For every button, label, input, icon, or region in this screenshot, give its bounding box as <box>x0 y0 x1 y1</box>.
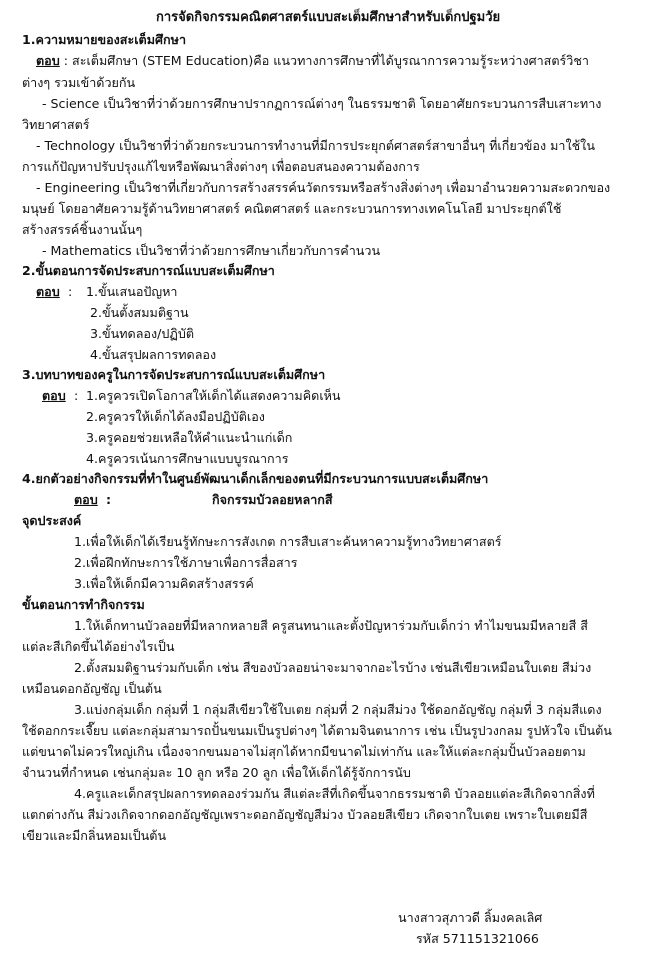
document-title: การจัดกิจกรรมคณิตศาสตร์แบบสะเต็มศึกษาสำหรับเด็กปฐมวัย <box>156 10 501 25</box>
list-item: 3.ครูคอยช่วยเหลือให้คำแนะนำแก่เด็ก <box>86 430 293 445</box>
list-item: 4.ครูควรเน้นการศึกษาแบบบูรณาการ <box>86 451 289 466</box>
section-2-heading: 2.ขั้นตอนการจัดประสบการณ์แบบสะเต็มศึกษา <box>22 263 275 278</box>
section-1-text: : สะเต็มศึกษา (STEM Education)คือ แนวทางการศึกษาที่ได้บูรณาการความรู้ระหว่างศาสตร์วิชา <box>63 53 589 68</box>
answer-colon: : <box>74 388 79 403</box>
engineering-text: มนุษย์ โดยอาศัยความรู้ด้านวิทยาศาสตร์ คณิตศาสตร์ และกระบวนการทางเทคโนโลยี มาประยุกต์ใช้ <box>22 201 562 216</box>
answer-label: ตอบ <box>36 53 60 68</box>
author-name: นางสาวสุภาวดี ลิ้มงคลเลิศ <box>398 910 543 925</box>
step-text: 2.ตั้งสมมติฐานร่วมกับเด็ก เช่น สีของบัวลอยน่าจะมาจากอะไรบ้าง เช่นสีเขียวเหมือนใบเตย สีม่วง <box>74 660 592 675</box>
answer-label: ตอบ <box>74 492 98 507</box>
section-1-line <box>36 53 589 69</box>
purpose-heading: จุดประสงค์ <box>22 513 82 528</box>
science-text: วิทยาศาสตร์ <box>22 117 90 132</box>
purpose-item: 1.เพื่อให้เด็กได้เรียนรู้ทักษะการสังเกต การสืบเสาะค้นหาความรู้ทางวิทยาศาสตร์ <box>74 534 502 549</box>
student-id: รหัส 571151321066 <box>416 931 539 946</box>
answer-colon: : <box>106 492 112 507</box>
engineering-text: - Engineering เป็นวิชาที่เกี่ยวกับการสร้างสรรค์นวัตกรรมหรือสร้างสิ่งต่างๆ เพื่อมาอำนวยความสะดวกของ <box>36 180 611 195</box>
list-item: 2.ขั้นตั้งสมมติฐาน <box>90 305 189 320</box>
step-text: แต่ละสีเกิดขึ้นได้อย่างไรเป็น <box>22 639 175 654</box>
technology-text: การแก้ปัญหาปรับปรุงแก้ไขหรือพัฒนาสิ่งต่างๆ เพื่อตอบสนองความต้องการ <box>22 159 420 174</box>
section-3-heading: 3.บทบาทของครูในการจัดประสบการณ์แบบสะเต็มศึกษา <box>22 367 326 382</box>
step-text: 3.แบ่งกลุ่มเด็ก กลุ่มที่ 1 กลุ่มสีเขียวใช้ใบเตย กลุ่มที่ 2 กลุ่มสีม่วง ใช้ดอกอัญชัญ กลุ่มที่ 3 กลุ่มสีแดง <box>74 702 602 717</box>
section-1-heading: 1.ความหมายของสะเต็มศึกษา <box>22 32 187 47</box>
science-text: - Science เป็นวิชาที่ว่าด้วยการศึกษาปรากฏการณ์ต่างๆ ในธรรมชาติ โดยอาศัยกระบวนการสืบเสาะทาง <box>42 96 602 111</box>
list-item: 1.ครูควรเปิดโอกาสให้เด็กได้แสดงความคิดเห็น <box>86 388 341 403</box>
purpose-item: 3.เพื่อให้เด็กมีความคิดสร้างสรรค์ <box>74 576 254 591</box>
step-text: แต่ขนาดไม่ควรใหญ่เกิน เนื่องจากขนมอาจไม่สุกได้หากมีขนาดไม่เท่ากัน และให้แต่ละกลุ่มปั้นบัวลอยตาม <box>22 744 586 759</box>
activity-name: กิจกรรมบัวลอยหลากสี <box>212 492 333 507</box>
step-text: แตกต่างกัน สีม่วงเกิดจากดอกอัญชัญเพราะดอกอัญชัญสีม่วง บัวลอยสีเขียว เกิดจากใบเตย เพราะใบเตยมีสี <box>22 807 588 822</box>
step-text: จำนวนที่กำหนด เช่นกลุ่มละ 10 ลูก หรือ 20 ลูก เพื่อให้เด็กได้รู้จักการนับ <box>22 765 411 780</box>
steps-heading: ขั้นตอนการทำกิจกรรม <box>22 597 145 612</box>
section-1-text: ต่างๆ รวมเข้าด้วยกัน <box>22 75 136 90</box>
list-item: 1.ขั้นเสนอปัญหา <box>86 284 178 299</box>
answer-label: ตอบ <box>42 388 66 403</box>
step-text: 4.ครูและเด็กสรุปผลการทดลองร่วมกัน สีแต่ละสีที่เกิดขึ้นจากธรรมชาติ บัวลอยแต่ละสีเกิดจากสิ่งที่ <box>74 786 595 801</box>
step-text: เหมือนดอกอัญชัญ เป็นต้น <box>22 681 162 696</box>
step-text: ใช้ดอกกระเจี๊ยบ แต่ละกลุ่มสามารถปั้นขนมเป็นรูปต่างๆ ได้ตามจินตนาการ เช่น เป็นรูปวงกลม รูปหัวใจ เป็นต้น <box>22 723 612 738</box>
answer-colon: : <box>68 284 73 299</box>
answer-label: ตอบ <box>36 284 60 299</box>
section-4-heading: 4.ยกตัวอย่างกิจกรรมที่ทำในศูนย์พัฒนาเด็กเล็กของตนที่มีกระบวนการแบบสะเต็มศึกษา <box>22 471 489 486</box>
list-item: 3.ขั้นทดลอง/ปฏิบัติ <box>90 326 195 341</box>
mathematics-text: - Mathematics เป็นวิชาที่ว่าด้วยการศึกษาเกี่ยวกับการคำนวน <box>42 243 381 258</box>
purpose-item: 2.เพื่อฝึกทักษะการใช้ภาษาเพื่อการสื่อสาร <box>74 555 298 570</box>
technology-text: - Technology เป็นวิชาที่ว่าด้วยกระบวนการทำงานที่มีการประยุกต์ศาสตร์สาขาอื่นๆ ที่เกี่ยวข้อง มาใช้ใน <box>36 138 595 153</box>
step-text: เขียวและมีกลิ่นหอมเป็นต้น <box>22 828 167 843</box>
list-item: 4.ขั้นสรุปผลการทดลอง <box>90 347 217 362</box>
step-text: 1.ให้เด็กทานบัวลอยที่มีหลากหลายสี ครูสนทนาและตั้งปัญหาร่วมกับเด็กว่า ทำไมขนมมีหลายสี สี <box>74 618 588 633</box>
list-item: 2.ครูควรให้เด็กได้ลงมือปฏิบัติเอง <box>86 409 265 424</box>
engineering-text: สร้างสรรค์ชิ้นงานนั้นๆ <box>22 222 143 237</box>
